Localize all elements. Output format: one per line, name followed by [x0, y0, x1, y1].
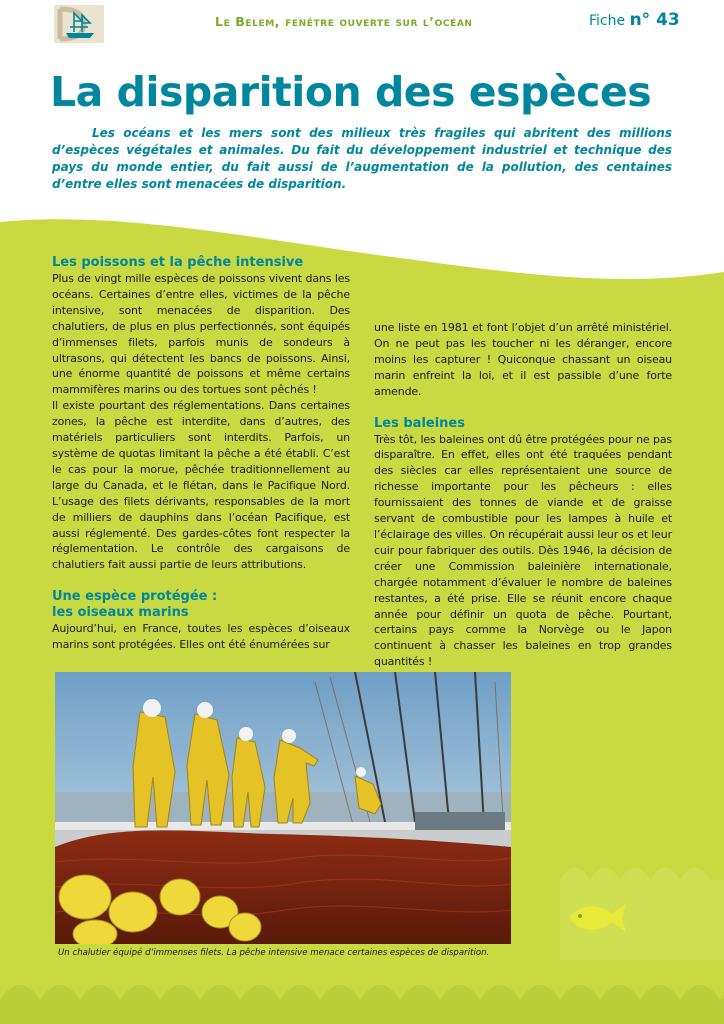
intro-paragraph: Les océans et les mers sont des milieux très fragiles qui abritent des millions d’espèces végétales et animales. Du fait du développement industriel et technique des pays du monde entier, du fait aussi de l’augmentation de la pollution, des centaines d’entre elles sont menacées de disparition. [52, 126, 672, 191]
page-title: La disparition des espèces [50, 68, 652, 116]
poissons-paragraph-2: Il existe pourtant des réglementations. Dans certaines zones, la pêche est interdite, dans d’autres, des matériels particuliers sont interdits. Parfois, un système de quotas limitant la pêche a été établi. C’est le cas pour la morue, pêchée traditionnellement au large du Canada, et le flétan, dans le Pacifique Nord. L’usage des filets dérivants, responsables de la mort de milliers de dauphins dans l’océan Pacifique, est aussi réglementé. Des gardes-côtes font respecter la réglementation. Le contrôle des cargaisons de chalutiers fait aussi partie de leurs attributions. [52, 399, 350, 572]
section-heading-baleines: Les baleines [374, 415, 465, 431]
belem-logo [54, 5, 104, 43]
fish-illustration [566, 898, 628, 936]
poissons-paragraph-1: Plus de vingt mille espèces de poissons vivent dans les océans. Certaines d’entre elles, victimes de la pêche intensive, sont menacées de disparition. Des chalutiers, de plus en plus perfectionnés, sont équipés d’immenses filets, parfois munis de sondeurs à ultrasons, qui détectent les bancs de poissons. Ainsi, une énorme quantité de poissons et même certains mammifères marins ou des tortues sont pêchés ! [52, 272, 350, 397]
photo-caption: Un chalutier équipé d’immenses filets. La pêche intensive menace certaines espèces de disparition. [58, 948, 490, 958]
oiseaux-heading-line-1: Une espèce protégée : [52, 589, 218, 605]
oiseaux-heading-line-2: les oiseaux marins [52, 605, 189, 621]
section-heading-oiseaux [52, 589, 350, 621]
baleines-paragraph: Très tôt, les baleines ont dû être protégées pour ne pas disparaître. En effet, elles ont été traquées pendant des siècles car elles représentaient une source de richesse importante pour les pêcheurs : elles fournissaient des tonnes de viande et de graisse servant de combustible pour les lampes à huile et l’éclairage des villes. On récupérait aussi leur os et leur cuir pour fabriquer des outils. Dès 1946, la décision de créer une Commission baleinière internationale, chargée notamment d’évaluer le nombre de baleines restantes, a été prise. Elle se réunit encore chaque année pour définir un quota de pêche. Pourtant, certains pays comme la Norvège ou le Japon continuent à chasser les baleines en trop grandes quantités ! [374, 432, 672, 669]
seabird-illustration [598, 205, 678, 265]
series-title: Le Belem, fenêtre ouverte sur l’océan [215, 14, 473, 29]
oiseaux-paragraph-right: une liste en 1981 et font l’objet d’un arrêté ministériel. On ne peut pas les toucher ni les déranger, encore moins les capturer ! Quiconque chassant un oiseau marin enfreint la loi, et il est passible d’une forte amende. [374, 321, 672, 398]
fiche-number [589, 10, 680, 30]
right-column [374, 320, 672, 670]
fiche-num: n° 43 [629, 10, 680, 30]
left-column [52, 255, 350, 653]
trawler-photo [55, 672, 511, 944]
fiche-label: Fiche [589, 13, 626, 29]
oiseaux-paragraph-left: Aujourd’hui, en France, toutes les espèces d’oiseaux marins sont protégées. Elles ont été énumérées sur [52, 622, 350, 652]
section-heading-poissons: Les poissons et la pêche intensive [52, 255, 304, 270]
